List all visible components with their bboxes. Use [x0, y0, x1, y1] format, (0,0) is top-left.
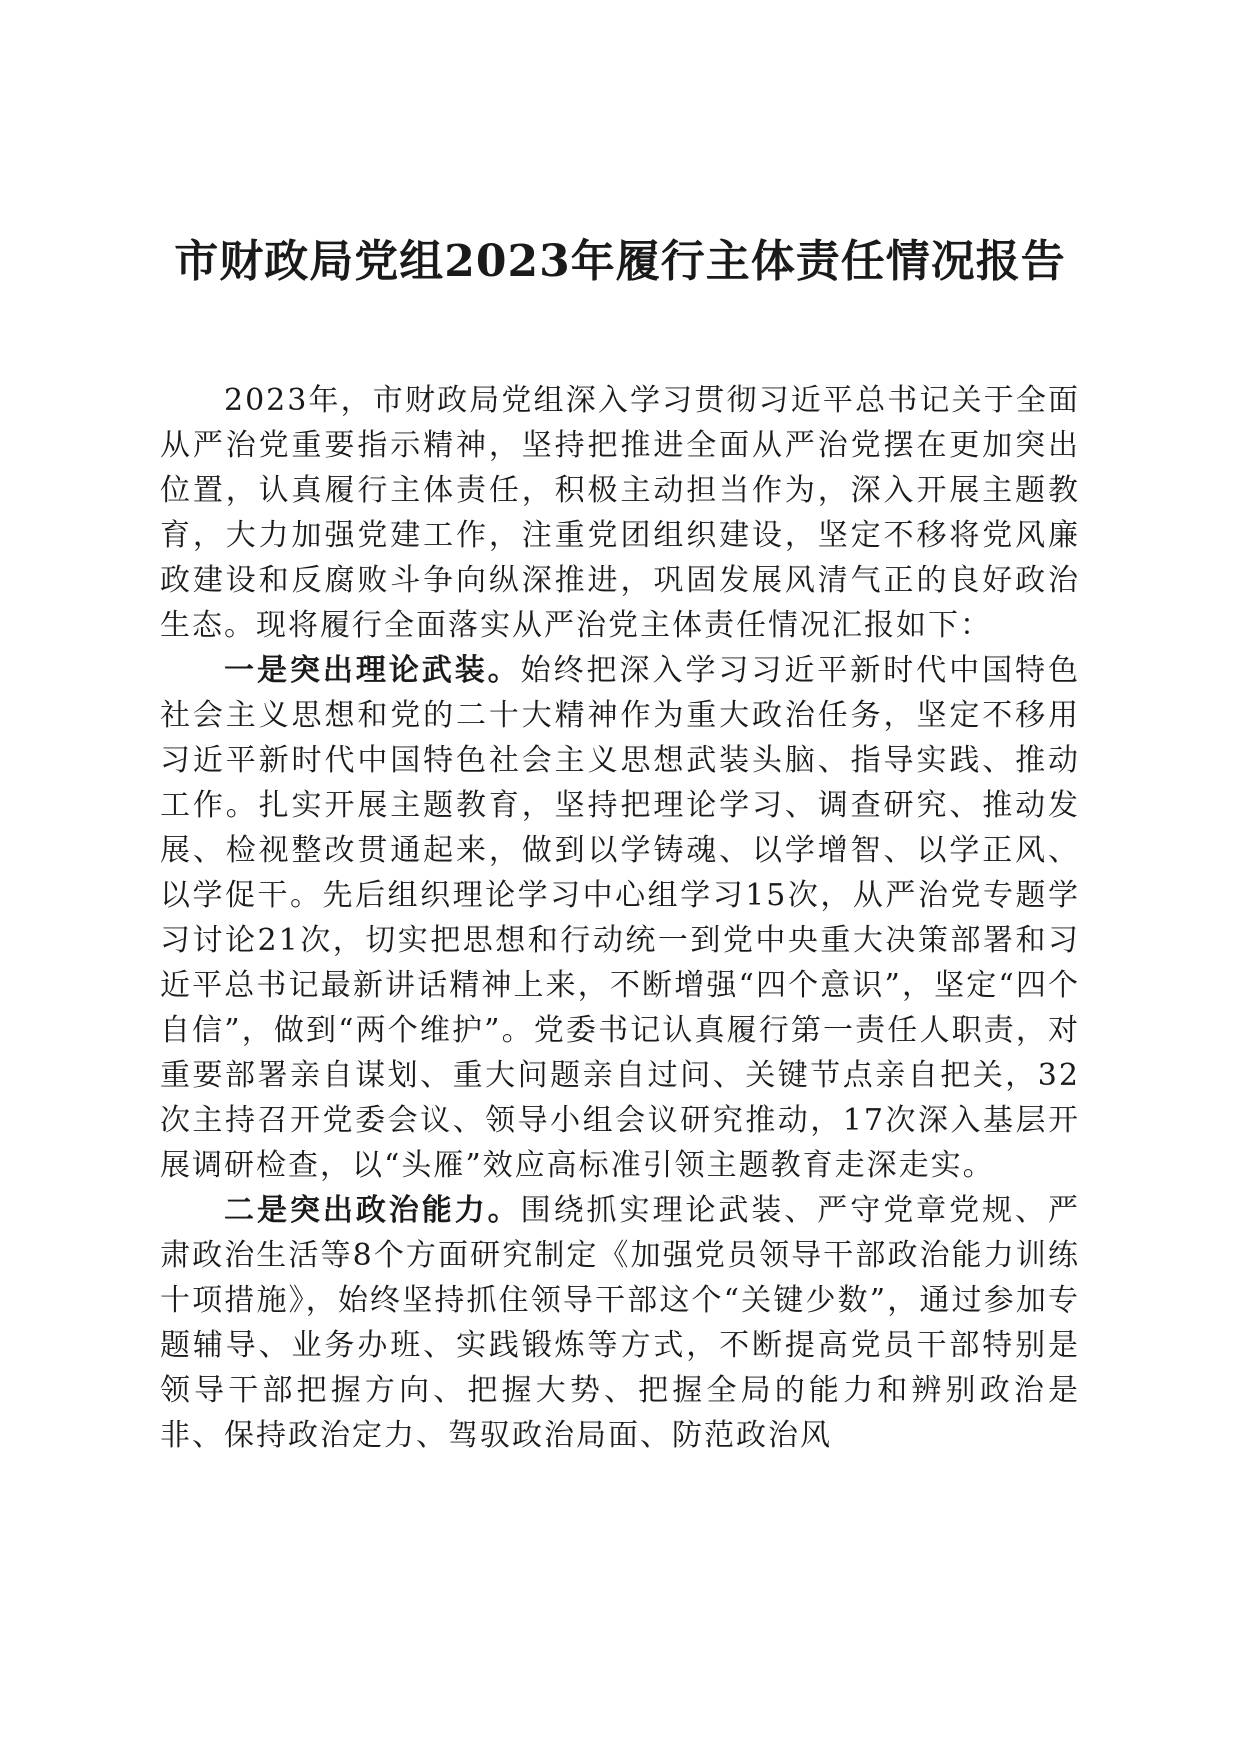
section-2-text: 围绕抓实理论武装、严守党章党规、严肃政治生活等8个方面研究制定《加强党员领导干部政治能力训练十项措施》，始终坚持抓住领导干部这个“关键少数”，通过参加专题辅导、业务办班、实践锻炼等方式，不断提高党员干部特别是领导干部把握方向、把握大势、把握全局的能力和辨别政治是非、保持政治定力、驾驭政治局面、防范政治风 — [160, 1193, 1081, 1453]
section-paragraph-2 — [160, 1188, 1080, 1458]
section-1-lead: 一是突出理论武装。 — [224, 653, 521, 688]
document-title: 市财政局党组2023年履行主体责任情况报告 — [174, 236, 1066, 287]
document-body — [160, 378, 1080, 1458]
intro-paragraph: 2023年，市财政局党组深入学习贯彻习近平总书记关于全面从严治党重要指示精神，坚持把推进全面从严治党摆在更加突出位置，认真履行主体责任，积极主动担当作为，深入开展主题教育，大力加强党建工作，注重党团组织建设，坚定不移将党风廉政建设和反腐败斗争向纵深推进，巩固发展风清气正的良好政治生态。现将履行全面落实从严治党主体责任情况汇报如下： — [160, 383, 1080, 643]
section-paragraph-1 — [160, 648, 1080, 1188]
section-2-lead: 二是突出政治能力。 — [224, 1193, 521, 1228]
section-1-text: 始终把深入学习习近平新时代中国特色社会主义思想和党的二十大精神作为重大政治任务，坚定不移用习近平新时代中国特色社会主义思想武装头脑、指导实践、推动工作。扎实开展主题教育，坚持把理论学习、调查研究、推动发展、检视整改贯通起来，做到以学铸魂、以学增智、以学正风、以学促干。先后组织理论学习中心组学习15次，从严治党专题学习讨论21次，切实把思想和行动统一到党中央重大决策部署和习近平总书记最新讲话精神上来，不断增强“四个意识”，坚定“四个自信”，做到“两个维护”。党委书记认真履行第一责任人职责，对重要部署亲自谋划、重大问题亲自过问、关键节点亲自把关，32次主持召开党委会议、领导小组会议研究推动，17次深入基层开展调研检查，以“头雁”效应高标准引领主题教育走深走实。 — [160, 653, 1081, 1183]
